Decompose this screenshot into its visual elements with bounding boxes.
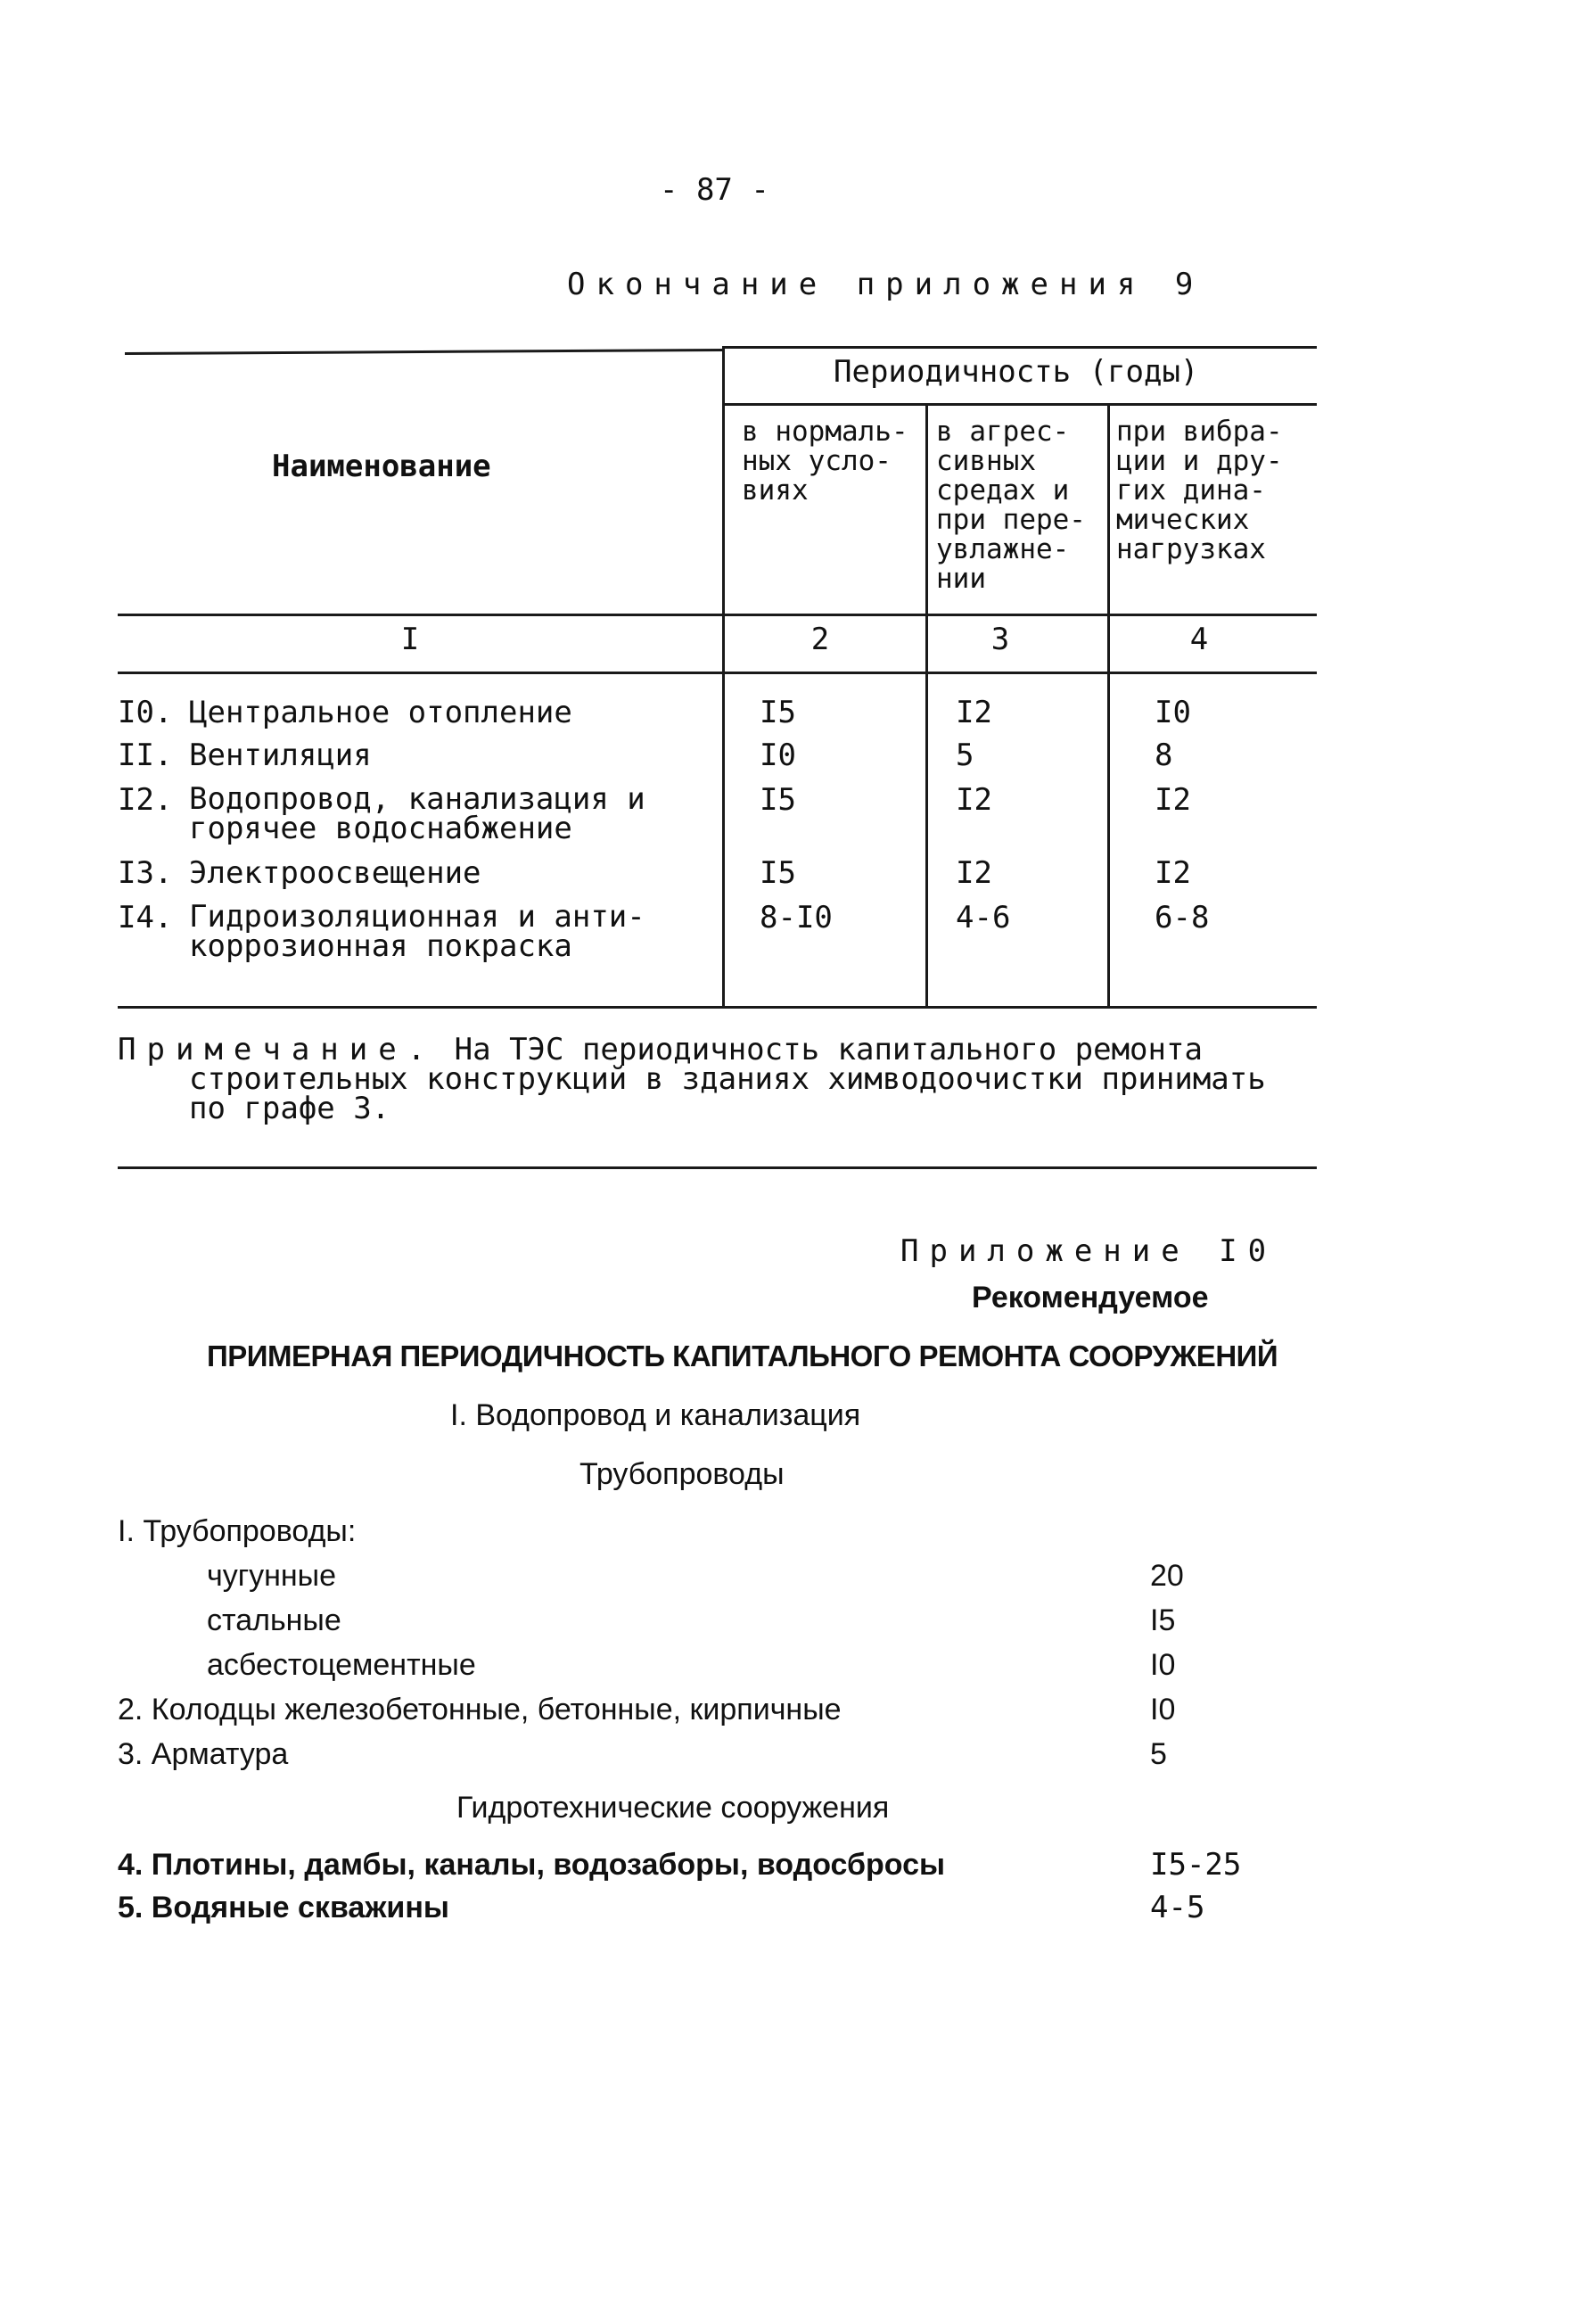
colnum-4: 4	[1189, 622, 1209, 657]
row-number: II.	[118, 738, 173, 773]
table-top-rule-left	[125, 349, 724, 355]
colnum-2: 2	[810, 622, 830, 657]
list-item-value: I0	[1150, 1648, 1176, 1682]
note-line-1	[118, 1034, 1203, 1065]
colnum-3: 3	[990, 622, 1010, 657]
table-top-rule-right	[724, 346, 1317, 349]
row-value-normal: I5	[760, 695, 796, 730]
appendix10-status: Рекомендуемое	[972, 1281, 1209, 1314]
row-value-normal: 8-I0	[760, 900, 833, 935]
row-name: Гидроизоляционная и анти- коррозионная покраска	[189, 899, 645, 964]
col-divider-2	[925, 403, 928, 1008]
row-value-aggressive: I2	[956, 695, 992, 730]
note-line-3: по графе 3.	[189, 1091, 390, 1126]
list-item-value: I5	[1150, 1603, 1176, 1637]
subheader-aggressive: в агрес- сивных средах и при пере- увлажне- нии	[936, 416, 1086, 595]
row-value-normal: I0	[760, 738, 796, 773]
list-item: I. Трубопроводы:	[118, 1514, 357, 1548]
row-value-vibration: I0	[1155, 695, 1191, 730]
page-number: - 87 -	[660, 172, 769, 208]
periodicity-header: Периодичность (годы)	[834, 354, 1199, 390]
subsection-hydro: Гидротехнические сооружения	[456, 1791, 890, 1825]
colnum-1: I	[400, 622, 420, 657]
note-text-1: На ТЭС периодичность капитального ремонта	[454, 1032, 1203, 1067]
col-divider-3	[1107, 403, 1110, 1008]
row-value-vibration: I2	[1155, 782, 1191, 818]
row-value-vibration: 6-8	[1155, 900, 1210, 935]
header-bottom-rule	[118, 614, 1317, 616]
list-item-value: 5	[1150, 1737, 1167, 1771]
list-item: 5. Водяные скважины	[118, 1891, 449, 1924]
list-item-value: 4-5	[1150, 1890, 1205, 1925]
row-name: Водопровод, канализация и горячее водоснабжение	[189, 781, 645, 846]
list-item-value: 20	[1150, 1559, 1184, 1593]
appendix10-title: Приложение I0	[900, 1233, 1278, 1269]
row-value-vibration: 8	[1155, 738, 1173, 773]
list-item: 3. Арматура	[118, 1737, 289, 1771]
note-label: Примечание.	[118, 1032, 437, 1067]
row-value-aggressive: I2	[956, 782, 992, 818]
list-item: 4. Плотины, дамбы, каналы, водозаборы, водосбросы	[118, 1848, 946, 1882]
continuation-title: Окончание приложения 9	[567, 267, 1204, 302]
row-number: I2.	[118, 782, 173, 818]
periodicity-rule	[724, 403, 1317, 406]
row-value-aggressive: 4-6	[956, 900, 1011, 935]
note-line-2: строительных конструкций в зданиях химводоочистки принимать	[189, 1061, 1266, 1097]
colnum-bottom-rule	[118, 672, 1317, 674]
list-item-value: I5-25	[1150, 1847, 1242, 1883]
appendix10-heading: ПРИМЕРНАЯ ПЕРИОДИЧНОСТЬ КАПИТАЛЬНОГО РЕМОНТА СООРУЖЕНИЙ	[207, 1339, 1278, 1372]
subheader-normal: в нормаль- ных усло- виях	[742, 416, 908, 507]
row-name: Вентиляция	[189, 738, 372, 773]
list-item: стальные	[207, 1603, 341, 1637]
subsection-pipelines: Трубопроводы	[579, 1457, 785, 1491]
subheader-vibration: при вибра- ции и дру- гих дина- мических нагрузках	[1116, 416, 1283, 565]
row-value-normal: I5	[760, 855, 796, 891]
row-value-vibration: I2	[1155, 855, 1191, 891]
col-name-header: Наименование	[272, 449, 491, 484]
section-divider	[118, 1166, 1317, 1169]
row-name: Электроосвещение	[189, 855, 481, 891]
section-heading: I. Водопровод и канализация	[450, 1398, 861, 1432]
table-bottom-rule	[118, 1006, 1317, 1009]
row-number: I4.	[118, 900, 173, 935]
row-value-aggressive: 5	[956, 738, 974, 773]
row-number: I0.	[118, 695, 173, 730]
row-number: I3.	[118, 855, 173, 891]
row-name: Центральное отопление	[189, 695, 572, 730]
col-divider-1	[722, 346, 725, 1008]
list-item-value: I0	[1150, 1693, 1176, 1727]
row-value-normal: I5	[760, 782, 796, 818]
list-item: 2. Колодцы железобетонные, бетонные, кирпичные	[118, 1693, 842, 1727]
list-item: асбестоцементные	[207, 1648, 476, 1682]
row-value-aggressive: I2	[956, 855, 992, 891]
list-item: чугунные	[207, 1559, 337, 1593]
